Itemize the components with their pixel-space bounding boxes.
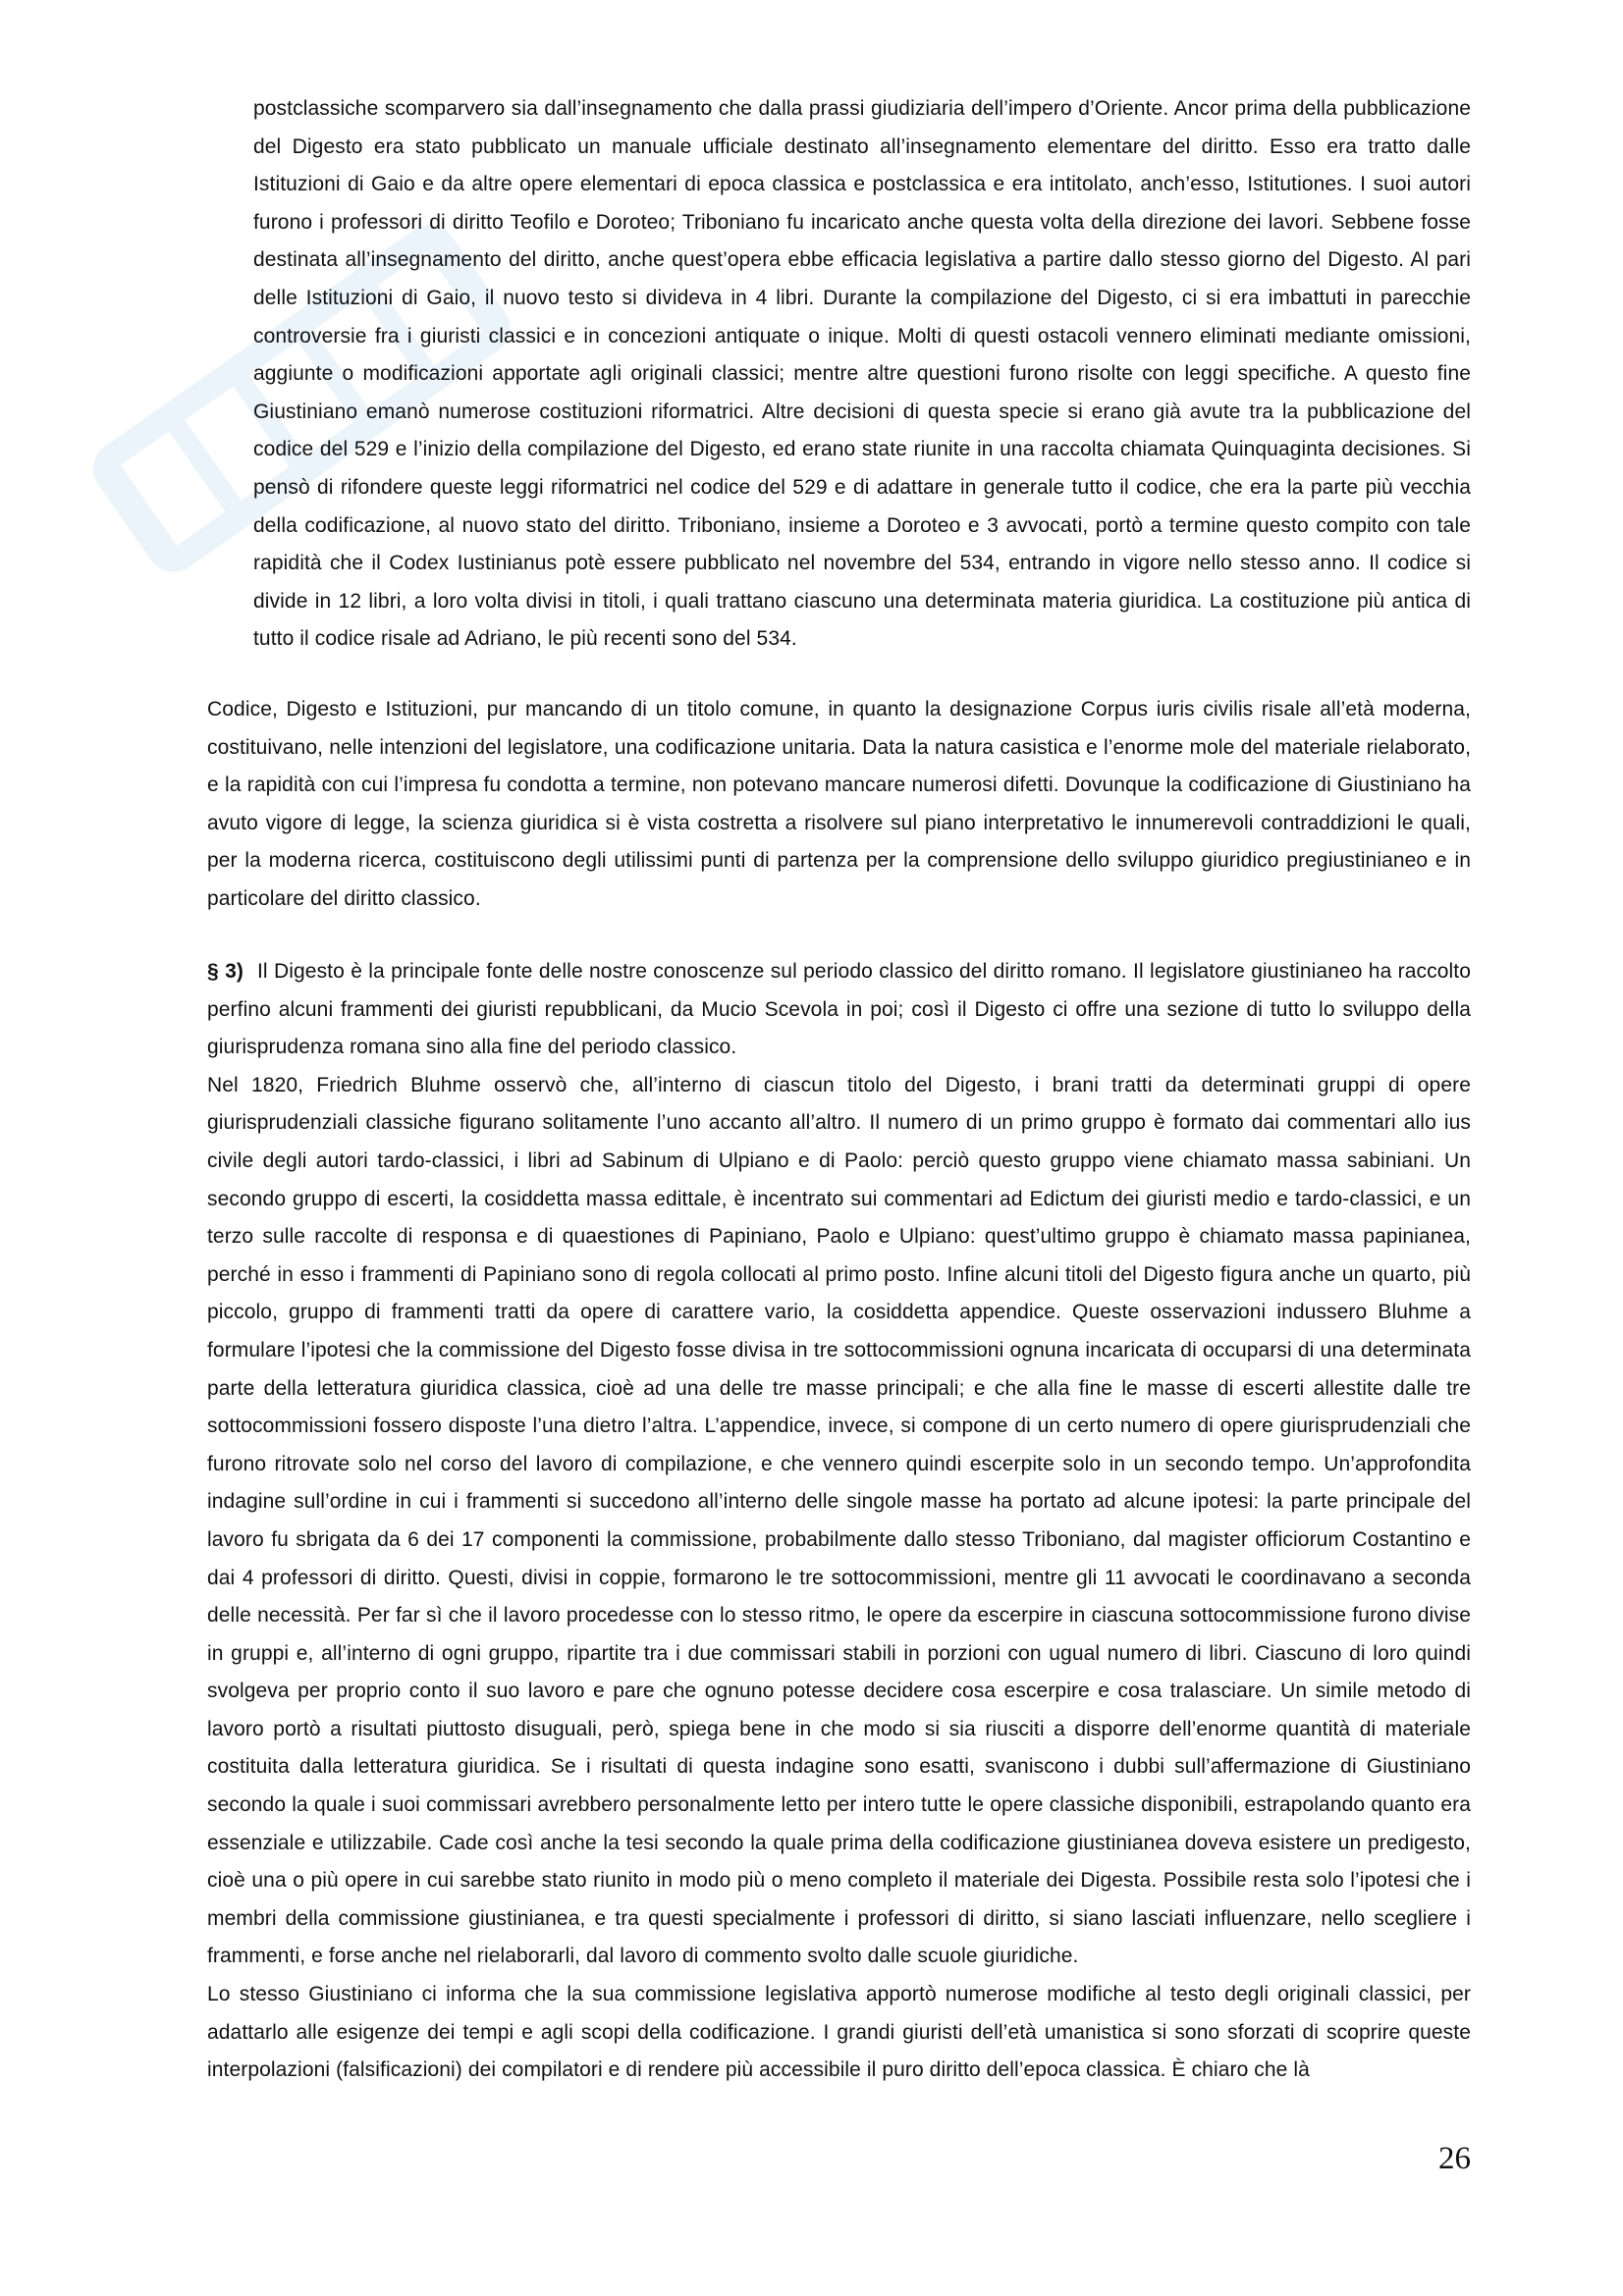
section-3-text: Il Digesto è la principale fonte delle nostre conoscenze sul periodo classico del diritto romano. Il legislatore giustinianeo ha raccolto perfino alcuni frammenti dei giuristi repubblicani, da Mucio Scevola in poi; così il Digesto ci offre una sezione di tutto lo sviluppo della giurisprudenza romana sino alla fine del periodo classico. [207,960,1471,1059]
paragraph-giustiniano: Lo stesso Giustiniano ci informa che la sua commissione legislativa apportò numerose modifiche al testo degli originali classici, per adattarlo alle esigenze dei tempi e agli scopi della codificazione. I grandi giuristi dell’età umanistica si sono sforzati di scoprire queste interpolazioni (falsificazioni) dei compilatori e di rendere più accessibile il puro diritto dell’epoca classica. È chiaro che là [207,1983,1471,2082]
section-heading: § 3) [207,960,243,983]
paragraph-codice: Codice, Digesto e Istituzioni, pur mancando di un titolo comune, in quanto la designazione Corpus iuris civilis risale all’età moderna, costituivano, nelle intenzioni del legislatore, una codificazione unitaria. Data la natura casistica e l’enorme mole del materiale rielaborato, e la rapidità con cui l’impresa fu condotta a termine, non potevano mancare numerosi difetti. Dovunque la codificazione di Giustiniano ha avuto vigore di legge, la scienza giuridica si è vista costretta a risolvere sul piano interpretativo le innumerevoli contraddizioni le quali, per la moderna ricerca, costituiscono degli utilissimi punti di partenza per la comprensione dello sviluppo giuridico pregiustinianeo e in particolare del diritto classico. [207,698,1471,910]
paragraph-bluhme: Nel 1820, Friedrich Bluhme osservò che, all’interno di ciascun titolo del Digesto, i brani tratti da determinati gruppi di opere giurisprudenziali classiche figurano solitamente l’uno accanto all’altro. Il numero di un primo gruppo è formato dai commentari allo ius civile degli autori tardo-classici, i libri ad Sabinum di Ulpiano e di Paolo: perciò questo gruppo viene chiamato massa sabiniani. Un secondo gruppo di escerti, la cosiddetta massa edittale, è incentrato sui commentari ad Edictum dei giuristi medio e tardo-classici, e un terzo sulle raccolte di responsa e di quaestiones di Papiniano, Paolo e Ulpiano: quest’ultimo gruppo è chiamato massa papinianea, perché in esso i frammenti di Papiniano sono di regola collocati al primo posto. Infine alcuni titoli del Digesto figura anche un quarto, più piccolo, gruppo di frammenti tratti da opere di carattere vario, la cosiddetta appendice. Queste osservazioni indussero Bluhme a formulare l’ipotesi che la commissione del Digesto fosse divisa in tre sottocommissioni ognuna incaricata di occuparsi di una determinata parte della letteratura giuridica classica, cioè ad una delle tre masse principali; e che alla fine le masse di escerti allestite dalle tre sottocommissioni fossero disposte l’una dietro l’altra. L’appendice, invece, si compone di un certo numero di opere giurisprudenziali che furono ritrovate solo nel corso del lavoro di compilazione, e che vennero quindi escerpite solo in un secondo tempo. Un’approfondita indagine sull’ordine in cui i frammenti si succedono all’interno delle singole masse ha portato ad alcune ipotesi: la parte principale del lavoro fu sbrigata da 6 dei 17 componenti la commissione, probabilmente dallo stesso Triboniano, dal magister officiorum Costantino e dai 4 professori di diritto. Questi, divisi in coppie, formarono le tre sottocommissioni, mentre gli 11 avvocati le coordinavano a seconda delle necessità. Per far sì che il lavoro procedesse con lo stesso ritmo, le opere da escerpire in ciascuna sottocommissione furono divise in gruppi e, all’interno di ogni gruppo, ripartite tra i due commissari stabili in porzioni con ugual numero di libri. Ciascuno di loro quindi svolgeva per proprio conto il suo lavoro e pare che ognuno potesse decidere cosa escerpire e cosa tralasciare. Un simile metodo di lavoro portò a risultati piuttosto disuguali, però, spiega bene in che modo si sia riusciti a disporre dell’enorme quantità di materiale costituita dalla letteratura giuridica. Se i risultati di questa indagine sono esatti, svaniscono i dubbi sull’affermazione di Giustiniano secondo la quale i suoi commissari avrebbero personalmente letto per intero tutte le opere classiche disponibili, estrapolando quanto era essenziale e utilizzabile. Cade così anche la tesi secondo la quale prima della codificazione giustinianea doveva esistere un predigesto, cioè una o più opere in cui sarebbe stato riunito in modo più o meno completo il materiale dei Digesta. Possibile resta solo l’ipotesi che i membri della commissione giustinianea, e tra questi specialmente i professori di diritto, si siano lasciati influenzare, nello scegliere i frammenti, e forse anche nel rielaborarli, dal lavoro di commento svolto dalle scuole giuridiche. [207,1073,1471,1968]
paragraph-section-3 [207,953,1471,1067]
paragraph-continuation: postclassiche scomparvero sia dall’insegnamento che dalla prassi giudiziaria dell’impero d’Oriente. Ancor prima della pubblicazione del Digesto era stato pubblicato un manuale ufficiale destinato all’insegnamento elementare del diritto. Esso era tratto dalle Istituzioni di Gaio e da altre opere elementari di epoca classica e postclassica e era intitolato, anch’esso, Istitutiones. I suoi autori furono i professori di diritto Teofilo e Doroteo; Triboniano fu incaricato anche questa volta della direzione dei lavori. Sebbene fosse destinata all’insegnamento del diritto, anche quest’opera ebbe efficacia legislativa a partire dallo stesso giorno del Digesto. Al pari delle Istituzioni di Gaio, il nuovo testo si divideva in 4 libri. Durante la compilazione del Digesto, ci si era imbattuti in parecchie controversie fra i giuristi classici e in concezioni antiquate o inique. Molti di questi ostacoli vennero eliminati mediante omissioni, aggiunte o modificazioni apportate agli originali classici; mentre altre questioni furono risolte con leggi specifiche. A questo fine Giustiniano emanò numerose costituzioni riformatrici. Altre decisioni di questa specie si erano già avute tra la pubblicazione del codice del 529 e l’inizio della compilazione del Digesto, ed erano state riunite in una raccolta chiamata Quinquaginta decisiones. Si pensò di rifondere queste leggi riformatrici nel codice del 529 e di adattare in generale tutto il codice, che era la parte più vecchia della codificazione, al nuovo stato del diritto. Triboniano, insieme a Doroteo e 3 avvocati, portò a termine questo compito con tale rapidità che il Codex Iustinianus potè essere pubblicato nel novembre del 534, entrando in vigore nello stesso anno. Il codice si divide in 12 libri, a loro volta divisi in titoli, i quali trattano ciascuno una determinata materia giuridica. La costituzione più antica di tutto il codice risale ad Adriano, le più recenti sono del 534. [253,97,1471,651]
page-number: 26 [1438,2141,1471,2176]
section-3 [207,953,1471,2090]
